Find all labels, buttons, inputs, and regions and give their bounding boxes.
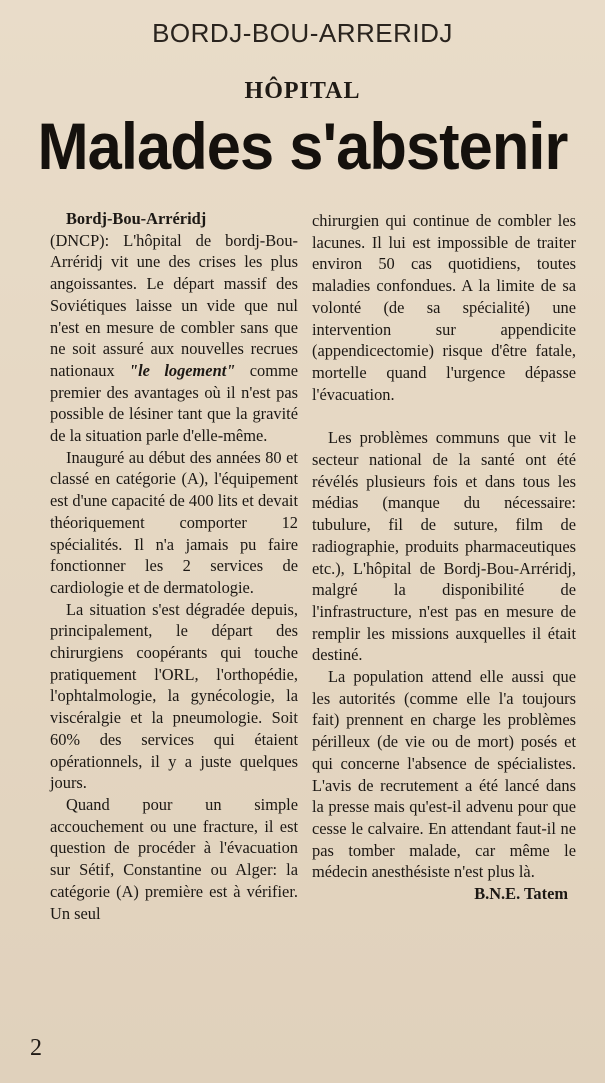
paragraph-7: La population attend elle aussi que les autorités (comme elle l'a toujours fait) prennent en charge les problèmes périlleux (de vie ou de mort) posés et qui concerne l'absence de spécialistes. L'avis de recrutement a été lancé dans la presse mais qu'est-il advenu pour que cesse le calvaire. En attendant faut-il ne pas tomber malade, car même le médecin anesthésiste n'est plus là.: [312, 667, 576, 882]
section-title: HÔPITAL: [244, 78, 361, 104]
page-number: 2: [30, 1035, 42, 1061]
paragraph-1-rest: comme premier des avantages où il n'est pas possible de lésiner tant que la gravité de la situation parle d'elle-même.: [50, 360, 298, 446]
region-kicker: BORDJ-BOU-ARRERIDJ: [152, 18, 453, 48]
paragraph-4: Quand pour un simple accouchement ou une fracture, il est question de procéder à l'évacuation sur Sétif, Constantine ou Alger: la catégorie (A) première est à vérifier. Un seul: [50, 794, 298, 923]
paragraph-2: Inauguré au début des années 80 et classé en catégorie (A), l'équipement est d'une capacité de 400 lits et devait théoriquement comporter 12 spécialités. Il n'a jamais pu faire fonctionner les 2 services de cardiologie et de dermatologie.: [50, 447, 298, 597]
byline-signature: B.N.E. Tatem: [474, 884, 568, 904]
paragraph-3: La situation s'est dégradée depuis, principalement, le départ des chirurgiens coopérants qui touche pratiquement l'ORL, l'orthopédie, l'ophtalmologie, la gynécologie, la viscéralgie et la pneumologie. Soit 60% des services qui étaient opérationnels, il y a juste quelques jours.: [50, 599, 298, 793]
quoted-term: "le logement": [129, 360, 236, 380]
headline: Malades s'abstenir: [37, 109, 568, 183]
column-right: [312, 210, 576, 905]
dateline: Bordj-Bou-Arréridj: [66, 209, 207, 228]
paragraph-6: Les problèmes communs que vit le secteur national de la santé ont été révélés plusieurs fois et dans tous les médias (manque du nécessaire: tubulure, fil de suture, film de radiographie, produits pharmaceutiques etc.), L'hôpital de Bordj-Bou-Arréridj, malgré la disponibilité de l'infrastructure, n'est pas en mesure de remplir les missions auxquelles il était destiné.: [312, 428, 576, 665]
paragraph-dateline: [50, 208, 298, 447]
column-left: [50, 208, 298, 924]
paragraph-1-text: (DNCP): L'hôpital de bordj-Bou-Arréridj vit une des crises les plus angoissantes. Le départ massif des Soviétiques laisse un vide que nul n'est en mesure de combler sans que ne soit assuré aux nouvelles recrues nationaux: [50, 230, 298, 380]
paragraph-5: chirurgien qui continue de combler les lacunes. Il lui est impossible de traiter environ 50 cas quotidiens, toutes maladies confondues. A la limite de sa volonté (de sa spécialité) une intervention sur appendicite (appendicectomie) risque d'être fatale, mortelle quand l'urgence dépasse l'évacuation.: [312, 211, 576, 404]
